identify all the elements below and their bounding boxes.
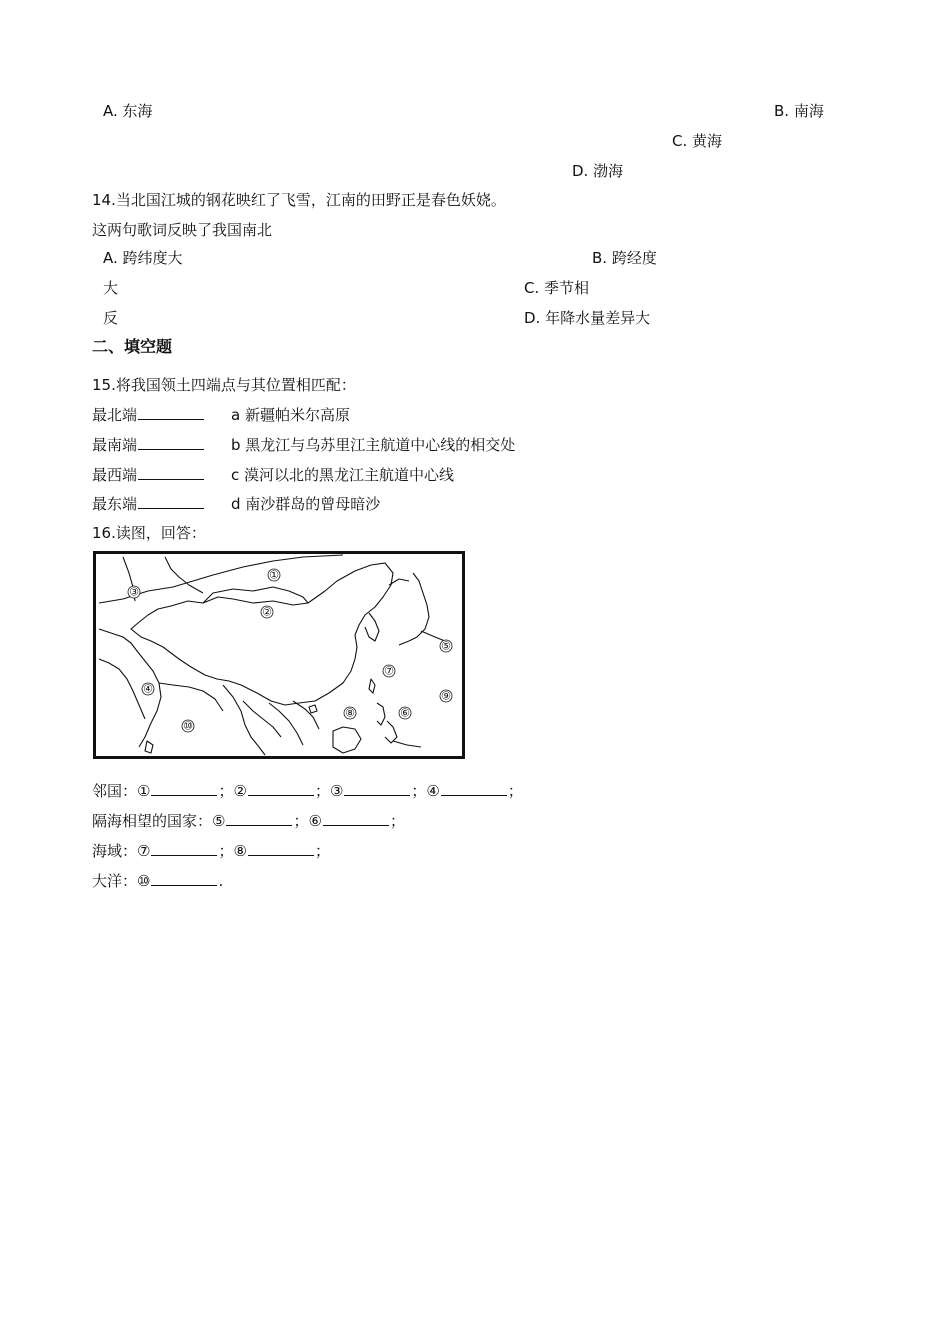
q13-option-b: B. 南海 — [774, 102, 824, 120]
q16-seas-line: 海域：⑦ ；⑧ ； — [92, 842, 330, 860]
map-label-2: ② — [262, 605, 272, 619]
map-label-9: ⑨ — [441, 689, 451, 703]
map-label-5: ⑤ — [441, 639, 451, 653]
answer-blank[interactable] — [138, 494, 204, 509]
answer-blank[interactable] — [151, 781, 217, 796]
q14-option-a: A. 跨纬度大 — [103, 249, 183, 267]
answer-blank[interactable] — [248, 781, 314, 796]
map-label-1: ① — [269, 568, 279, 582]
q16-overseas-line: 隔海相望的国家：⑤ ；⑥ ； — [92, 812, 405, 830]
answer-blank[interactable] — [323, 811, 389, 826]
q14-stem-line1: 14.当北国江城的钢花映红了飞雪，江南的田野正是春色妖娆。 — [92, 191, 506, 209]
q14-option-d: D. 年降水量差异大 — [524, 309, 651, 327]
answer-blank[interactable] — [138, 405, 204, 420]
answer-blank[interactable] — [226, 811, 292, 826]
q15-right-a: a 新疆帕米尔高原 — [231, 406, 350, 424]
q15-right-b: b 黑龙江与乌苏里江主航道中心线的相交处 — [231, 436, 516, 454]
q13-option-c: C. 黄海 — [672, 132, 723, 150]
answer-blank[interactable] — [138, 435, 204, 450]
q14-option-b-wrap: 大 — [103, 279, 119, 297]
q15-left-south: 最南端 — [92, 435, 205, 455]
map-label-10: ⑩ — [183, 719, 193, 733]
answer-blank[interactable] — [248, 841, 314, 856]
map-label-4: ④ — [143, 682, 153, 696]
answer-blank[interactable] — [441, 781, 507, 796]
answer-blank[interactable] — [151, 871, 217, 886]
section-title: 二、填空题 — [92, 337, 173, 356]
q15-left-west: 最西端 — [92, 465, 205, 485]
map-label-8: ⑧ — [345, 706, 355, 720]
map-svg — [93, 551, 465, 759]
q15-title: 15.将我国领土四端点与其位置相匹配： — [92, 376, 356, 394]
q16-ocean-line: 大洋：⑩ . — [92, 872, 224, 890]
map-label-7: ⑦ — [384, 664, 394, 678]
map-label-6: ⑥ — [400, 706, 410, 720]
q13-option-d: D. 渤海 — [572, 162, 624, 180]
q15-right-d: d 南沙群岛的曾母暗沙 — [231, 495, 381, 513]
answer-blank[interactable] — [138, 465, 204, 480]
q14-option-b: B. 跨经度 — [592, 249, 657, 267]
answer-blank[interactable] — [344, 781, 410, 796]
q15-left-north: 最北端 — [92, 405, 205, 425]
q16-neighbors-line: 邻国：① ；② ；③ ；④ ； — [92, 782, 523, 800]
q13-option-a: A. 东海 — [103, 102, 153, 120]
answer-blank[interactable] — [151, 841, 217, 856]
q14-stem-line2: 这两句歌词反映了我国南北 — [92, 221, 273, 239]
q16-title: 16.读图，回答： — [92, 524, 206, 542]
q14-option-c-wrap: 反 — [103, 309, 119, 327]
q14-option-c: C. 季节相 — [524, 279, 590, 297]
map-label-3: ③ — [129, 585, 139, 599]
asia-map-figure — [93, 551, 465, 759]
q15-right-c: c 漠河以北的黑龙江主航道中心线 — [231, 466, 455, 484]
q15-left-east: 最东端 — [92, 494, 205, 514]
